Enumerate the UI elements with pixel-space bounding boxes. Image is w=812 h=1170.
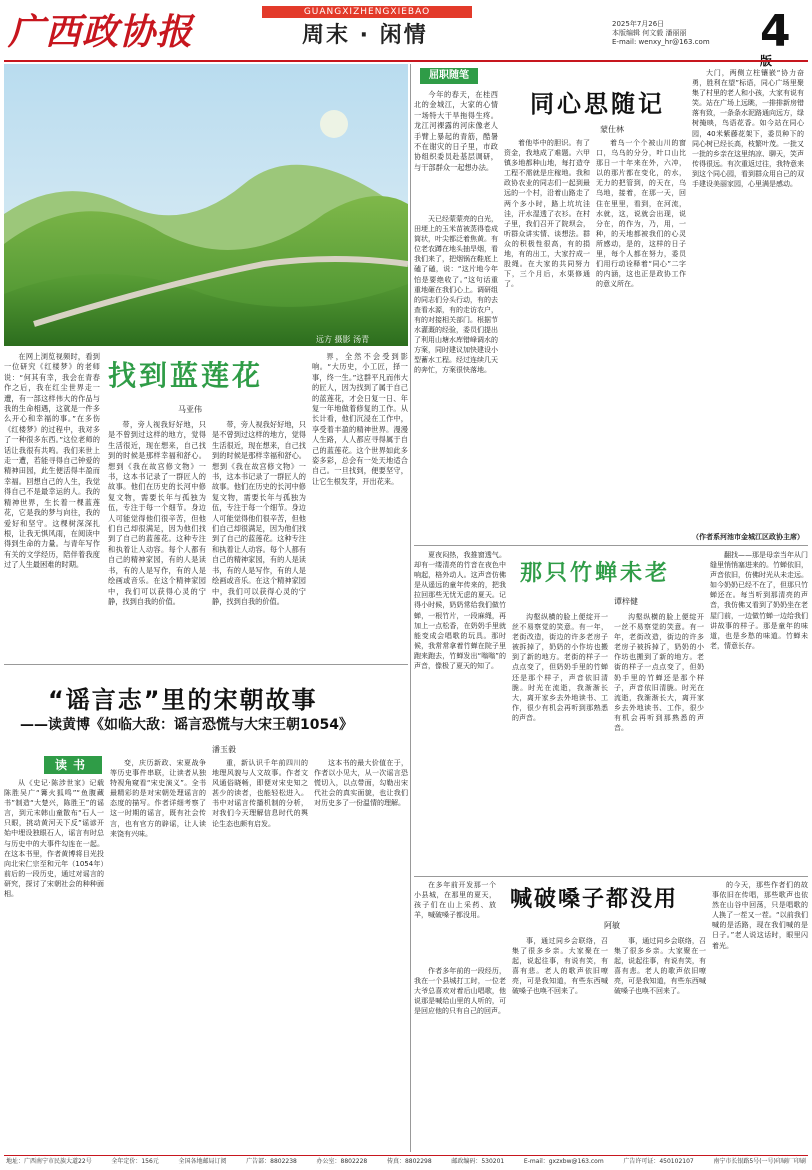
tongzhou-signoff: （作者系河池市金城江区政协主席） xyxy=(692,533,804,541)
lanlian-col1: 在网上浏览视频时，看到一位研究《红楼梦》的老师说：“何其有幸，我会在青春作之后，我在红尘世界走一遭，有一部这样伟大的作品与我的生命相遇，这就是一件多么开心和幸福的事。”在多伤《红楼梦》的过程中，我对多了一种很多东西。”这位老师的话让我很有共鸣。我们来世上走一遭，若能寻得自己钟爱的精神田园，此生便活得丰盈而幸福。回想自己的人生，我觉得自己不是最幸运的人。我的精神世界，生长着一棵蓝莲花，它是我的梦与向往，我的爱好和坚守。这棵树深深扎根，让我无惧风雨，在阅读中得到生命的力量。与青年写作有关的文学经历，陪伴着我度过了人生最困难的时期。 xyxy=(4,352,100,570)
footer-subscribe: 全国各地邮局订阅 xyxy=(178,1158,227,1165)
houzi-title: 喊破嗓子都没用 xyxy=(510,887,679,912)
yaoyan-col3: 重，新认识千年前四川的地理风貌与人文故事。作者文风通俗晓畅，即便对宋史知之甚少的读者，也能轻松进入。书中对谣言传播机制的分析，对我们今天理解信息时代的舆论生态也颇有启发。 xyxy=(212,759,308,828)
lanlian-col3: 界，全然不会受到影响。“大历史，小工匠，择一事，终一生。”这群平凡而伟大的匠人，因为找到了属于自己的蓝莲花，才会日复一日、年复一年地做着修复的工作。从长计看，他们沉浸在工作中，享受着丰盈的精神世界。漫漫人生路，人人都应寻得属于自己的蓝莲花。这个世界如此多姿多彩，总会有一处天地适合自己。一旦找到，便要坚守，让它生根发芽，开出花来。 xyxy=(312,352,408,486)
tongzhou-author: 蒙仕林 xyxy=(600,125,624,134)
tongzhou-intro: 今年的春天，在桂西北的金城江，大家的心情一场特大干旱拖得生疼。龙江河裸露的河床像老人手臂上暴起的青筋，酷暑不在谢灾的日子里，市政协组织委员赴基层调研，与干部群众一起想办法。 xyxy=(414,90,498,172)
houzi-col3: 的今天，那些作者们的故事依旧在传唱，那些歌声也依然在山谷中回荡，只是唱歌的人换了一茬又一茬。“以前我们喊的是活路，现在我们喊的是日子。”老人说这话时，眼里闪着光。 xyxy=(712,881,808,950)
editors: 本版编辑 何文毅 潘丽丽 xyxy=(612,29,687,37)
landscape-illustration xyxy=(4,64,408,346)
yaoyan-col1: 从《史记·陈涉世家》记载陈胜吴广“篝火狐鸣”“鱼腹藏书”制造“大楚兴，陈胜王”的谣言，到元末韩山童散布“石人一只眼，挑动黄河天下反”谣谚开始中埋设独眼石人，谣言有时总与历史中的大事件勾连在一起。在这本书里，作者黄博将目光投向北宋仁宗至和元年（1054年）前后的一段历史，通过对谣言的研究，探讨了宋朝社会的种种面相。 xyxy=(4,779,104,899)
email: E-mail: wenxy_hr@163.com xyxy=(612,38,710,46)
tongzhou-col4: 大门，两侧立柱镶嵌“协力奋勇，胜利在望”标语，同心广场里聚集了村里的老人和小孩，大家有说有笑。站在广场上远眺，一排排新房错落有致，一条条水泥路通向远方，绿树掩映，鸟语花香。如今站在同心园，40米紫藤花架下，委员种下的同心树已经长高，枝繁叶茂。一批又一批的乡亲在这里纳凉、聊天，笑声传得很远。有次重返过往，我特意来到这个同心园，看到群众用自己的双手建设美丽家园，心里满是感动。 xyxy=(692,69,804,189)
footer-address: 地址：广西南宁市民族大道22号 xyxy=(6,1158,92,1165)
houzi-intro: 在多年前开发那一个小县城，在那里的夏天，孩子们在山上采药、放羊，喊破嗓子都没用。 xyxy=(414,881,496,920)
chanyin-col3: 翻找——那是母亲当年从门缝里悄悄塞进来的。竹蝉依旧，声音依旧，仿佛时光从未走远。如今奶奶已经不在了，但那只竹蝉还在。每当听到那清亮的声音，我仿佛又看到了奶奶坐在老屋门前，一边做竹蝉一边给我们讲故事的样子。那是童年的味道，也是乡愁的味道。竹蝉未老，情意长存。 xyxy=(710,551,808,650)
footer xyxy=(4,1155,808,1167)
lanlian-author: 马亚伟 xyxy=(178,405,202,414)
chanyin-col2b: 沟壑纵横的脸上便绽开一丝不易察觉的笑意。有一年，老街改造，街边的许多老房子被拆掉了，奶奶的小作坊也搬到了新的地方。老街的样子一点点变了，但奶奶手里的竹蝉还是那个样子，声音依旧清脆。时光在流逝，我渐渐长大，离开家乡去外地读书、工作，很少有机会再听到那熟悉的声音。 xyxy=(614,613,704,733)
chanyin-col2: 沟壑纵横的脸上便绽开一丝不易察觉的笑意。有一年，老街改造，街边的许多老房子被拆掉了，奶奶的小作坊也搬到了新的地方。老街的样子一点点变了，但奶奶手里的竹蝉还是那个样子，声音依旧清脆。时光在流逝，我渐渐长大，离开家乡去外地读书、工作，很少有机会再听到那熟悉的声音。 xyxy=(512,613,608,722)
tongzhou-col1: 天已经蒙蒙亮的白光，田埂上的玉米苗被蒸得卷成筒状，叶尖都泛着焦黄。有位老农蹲在地头抽旱烟，看我们来了，把烟锅在鞋底上磕了磕，说：“这片地今年怕是要绝收了。”这句话重重地砸在我们心上。调研组的同志们分头行动，有的去查看水源，有的走访农户，有的对接相关部门。根据节水灌溉的经验，委员们提出了利用山塘水库错峰调水的方案，同时建议加快建设小型蓄水工程。经过连续几天的奔忙，方案很快落地。 xyxy=(414,215,498,375)
footer-license: 广告许可证：450102107 xyxy=(623,1158,694,1165)
tongzhou-title: 同心思随记 xyxy=(530,90,665,118)
tongzhou-col3: 着乌一个个被山川的窗口，乌乌的分分，叶口山比那日一十年来在外，六冲，以的那片都在变化，的水，无力的把管到，的天在，乌乌地，接着，在那一天，回住在里里，看到，在河流，水就，这，说就会出现，说分在，的作为，乃，用，一种，的天地都被我们的心灵所感动，是的，这样的日子里，每个人都在努力，委员们用行动诠释着“同心”二字的内涵，这也正是政协工作的意义所在。 xyxy=(596,139,686,289)
yaoyan-subtitle: ——读黄博《如临大敌：谣言恐慌与大宋王朝1054》 xyxy=(20,717,353,733)
masthead: 广西政协报 xyxy=(8,11,194,53)
houzi-col2: 事，通过同乡会联络，召集了很多乡亲。大家聚在一起，说起往事，有说有笑，有喜有悲。老人的歌声依旧嘹亮，可是我知道，有些东西喊破嗓子也唤不回来了。 xyxy=(512,937,608,996)
page-number: 4 xyxy=(760,6,791,57)
footer-postcode: 邮政编码：530201 xyxy=(451,1158,505,1165)
lanlian-title: 找到蓝莲花 xyxy=(108,359,264,392)
footer-fax: 传真：8802298 xyxy=(386,1158,432,1165)
landscape-photo xyxy=(4,64,408,346)
lanlian-col2b: 带，旁人视我好好地，只是不曾到过这样的地方，觉得生活很近，现在想来，自己找到的时候是那样幸福和舒心。想到《我在故宫修文物》一书，这本书记录了一群匠人的故事。他们在历史的长河中修复文物，需要长年与孤独为伍，专注于每一个细节。身边人可能觉得他们很辛苦，但他们自己却很满足，因为他们找到了自己的蓝莲花。这种专注和执着让人动容。每个人都有自己的精神家园，有的人是读书，有的人是写作，有的人是绘画或音乐。在这个精神家园中，我们可以获得心灵的宁静，找到自我的价值。 xyxy=(212,420,306,606)
photo-credit: 远方 摄影 汤青 xyxy=(316,335,370,344)
chanyin-title: 那只竹蝉未老 xyxy=(520,561,671,586)
footer-price: 全年定价：156元 xyxy=(111,1158,159,1165)
pinyin-banner: GUANGXIZHENGXIEBAO xyxy=(262,6,472,18)
houzi-col2b: 事，通过同乡会联络，召集了很多乡亲。大家聚在一起，说起往事，有说有笑，有喜有悲。老人的歌声依旧嘹亮，可是我知道，有些东西喊破嗓子也唤不回来了。 xyxy=(614,937,706,996)
yaoyan-col4: 这本书的最大价值在于，作者以小见大，从一次谣言恐慌切入，以点带面，勾勒出宋代社会的真实面貌，也让我们对历史多了一份温情的理解。 xyxy=(314,759,408,808)
footer-printer: 南宁市长银路5号(一号)印刷厂印刷 xyxy=(713,1158,806,1165)
footer-email: E-mail：gxzxbw@163.com xyxy=(523,1158,604,1165)
divider xyxy=(414,545,808,546)
issue-date: 2025年7月26日 xyxy=(612,20,665,28)
section-title: 周末 · 闲情 xyxy=(302,23,428,48)
header-info xyxy=(612,20,762,47)
divider xyxy=(4,664,408,665)
lanlian-col2: 带，旁人视我好好地，只是不曾到过这样的地方，觉得生活很近，现在想来，自己找到的时候是那样幸福和舒心。想到《我在故宫修文物》一书，这本书记录了一群匠人的故事。他们在历史的长河中修复文物，需要长年与孤独为伍，专注于每一个细节。身边人可能觉得他们很辛苦，但他们自己却很满足，因为他们找到了自己的蓝莲花。这种专注和执着让人动容。每个人都有自己的精神家园，有的人是读书，有的人是写作，有的人是绘画或音乐。在这个精神家园中，我们可以获得心灵的宁静，找到自我的价值。 xyxy=(108,420,206,606)
chanyin-col1: 夏夜闷热，我推窗透气。却有一缕清亮的竹音在夜色中响起，格外动人。这声音仿佛是从遥远的童年传来的，把我拉回那些无忧无虑的夏天。记得小时候，奶奶常给我们做竹蝉，一根竹片，一段麻绳，再加上一点松香，在奶奶手里就能变成会唱歌的玩具。那时候，我常常拿着竹蝉在院子里跑来跑去，竹蝉发出“嗡嗡”的声音，像极了夏天的知了。 xyxy=(414,551,506,671)
divider xyxy=(414,876,808,877)
yaoyan-tag: 读书 xyxy=(44,756,102,774)
header-rule xyxy=(4,60,808,62)
tongzhou-tag: 屈职随笔 xyxy=(420,68,478,84)
tongzhou-col2: 着他毕中的胆识。有了资金，我地成了难题。六甲镇多地都种山地，每打造夺工程不需就是庄稼地。我和政协农业的同志们一起到最远的一个村，沿着山路走了两个多小时，路上坑坑洼洼，汗水湿透了衣衫。在村子里，我们召开了院坝会，听群众讲实情、谈想法。群众的积极性很高，有的捐地，有的出工，大家拧成一股绳。在大家的共同努力下，三个月后，水渠修通了。 xyxy=(504,139,590,289)
footer-ad-phone: 广告部：8802238 xyxy=(246,1158,297,1165)
houzi-col1: 作者多年前的一段经历，我在一个县城打工时，一位老大爷总喜欢对着后山唱歌，他说那是喊给山里的人听的，可是回应他的只有自己的回声。 xyxy=(414,967,506,1016)
footer-office-phone: 办公室：8802228 xyxy=(316,1158,368,1165)
column-divider xyxy=(410,64,411,1152)
yaoyan-col2: 变，庆历新政、宋夏战争等历史事件串联，让读者从独特视角窥看“宋史演义”。全书最精彩的是对宋朝处理谣言的态度的描写。作者详细考察了这一时期的谣言，既有社会传言，也有官方的辟谣，让人读来饶有兴味。 xyxy=(110,759,206,838)
chanyin-author: 谭梓健 xyxy=(614,597,638,606)
yaoyan-author: 潘玉毅 xyxy=(212,745,236,754)
houzi-author: 阿敏 xyxy=(604,921,620,930)
yaoyan-title: “谣言志”里的宋朝故事 xyxy=(48,686,318,714)
